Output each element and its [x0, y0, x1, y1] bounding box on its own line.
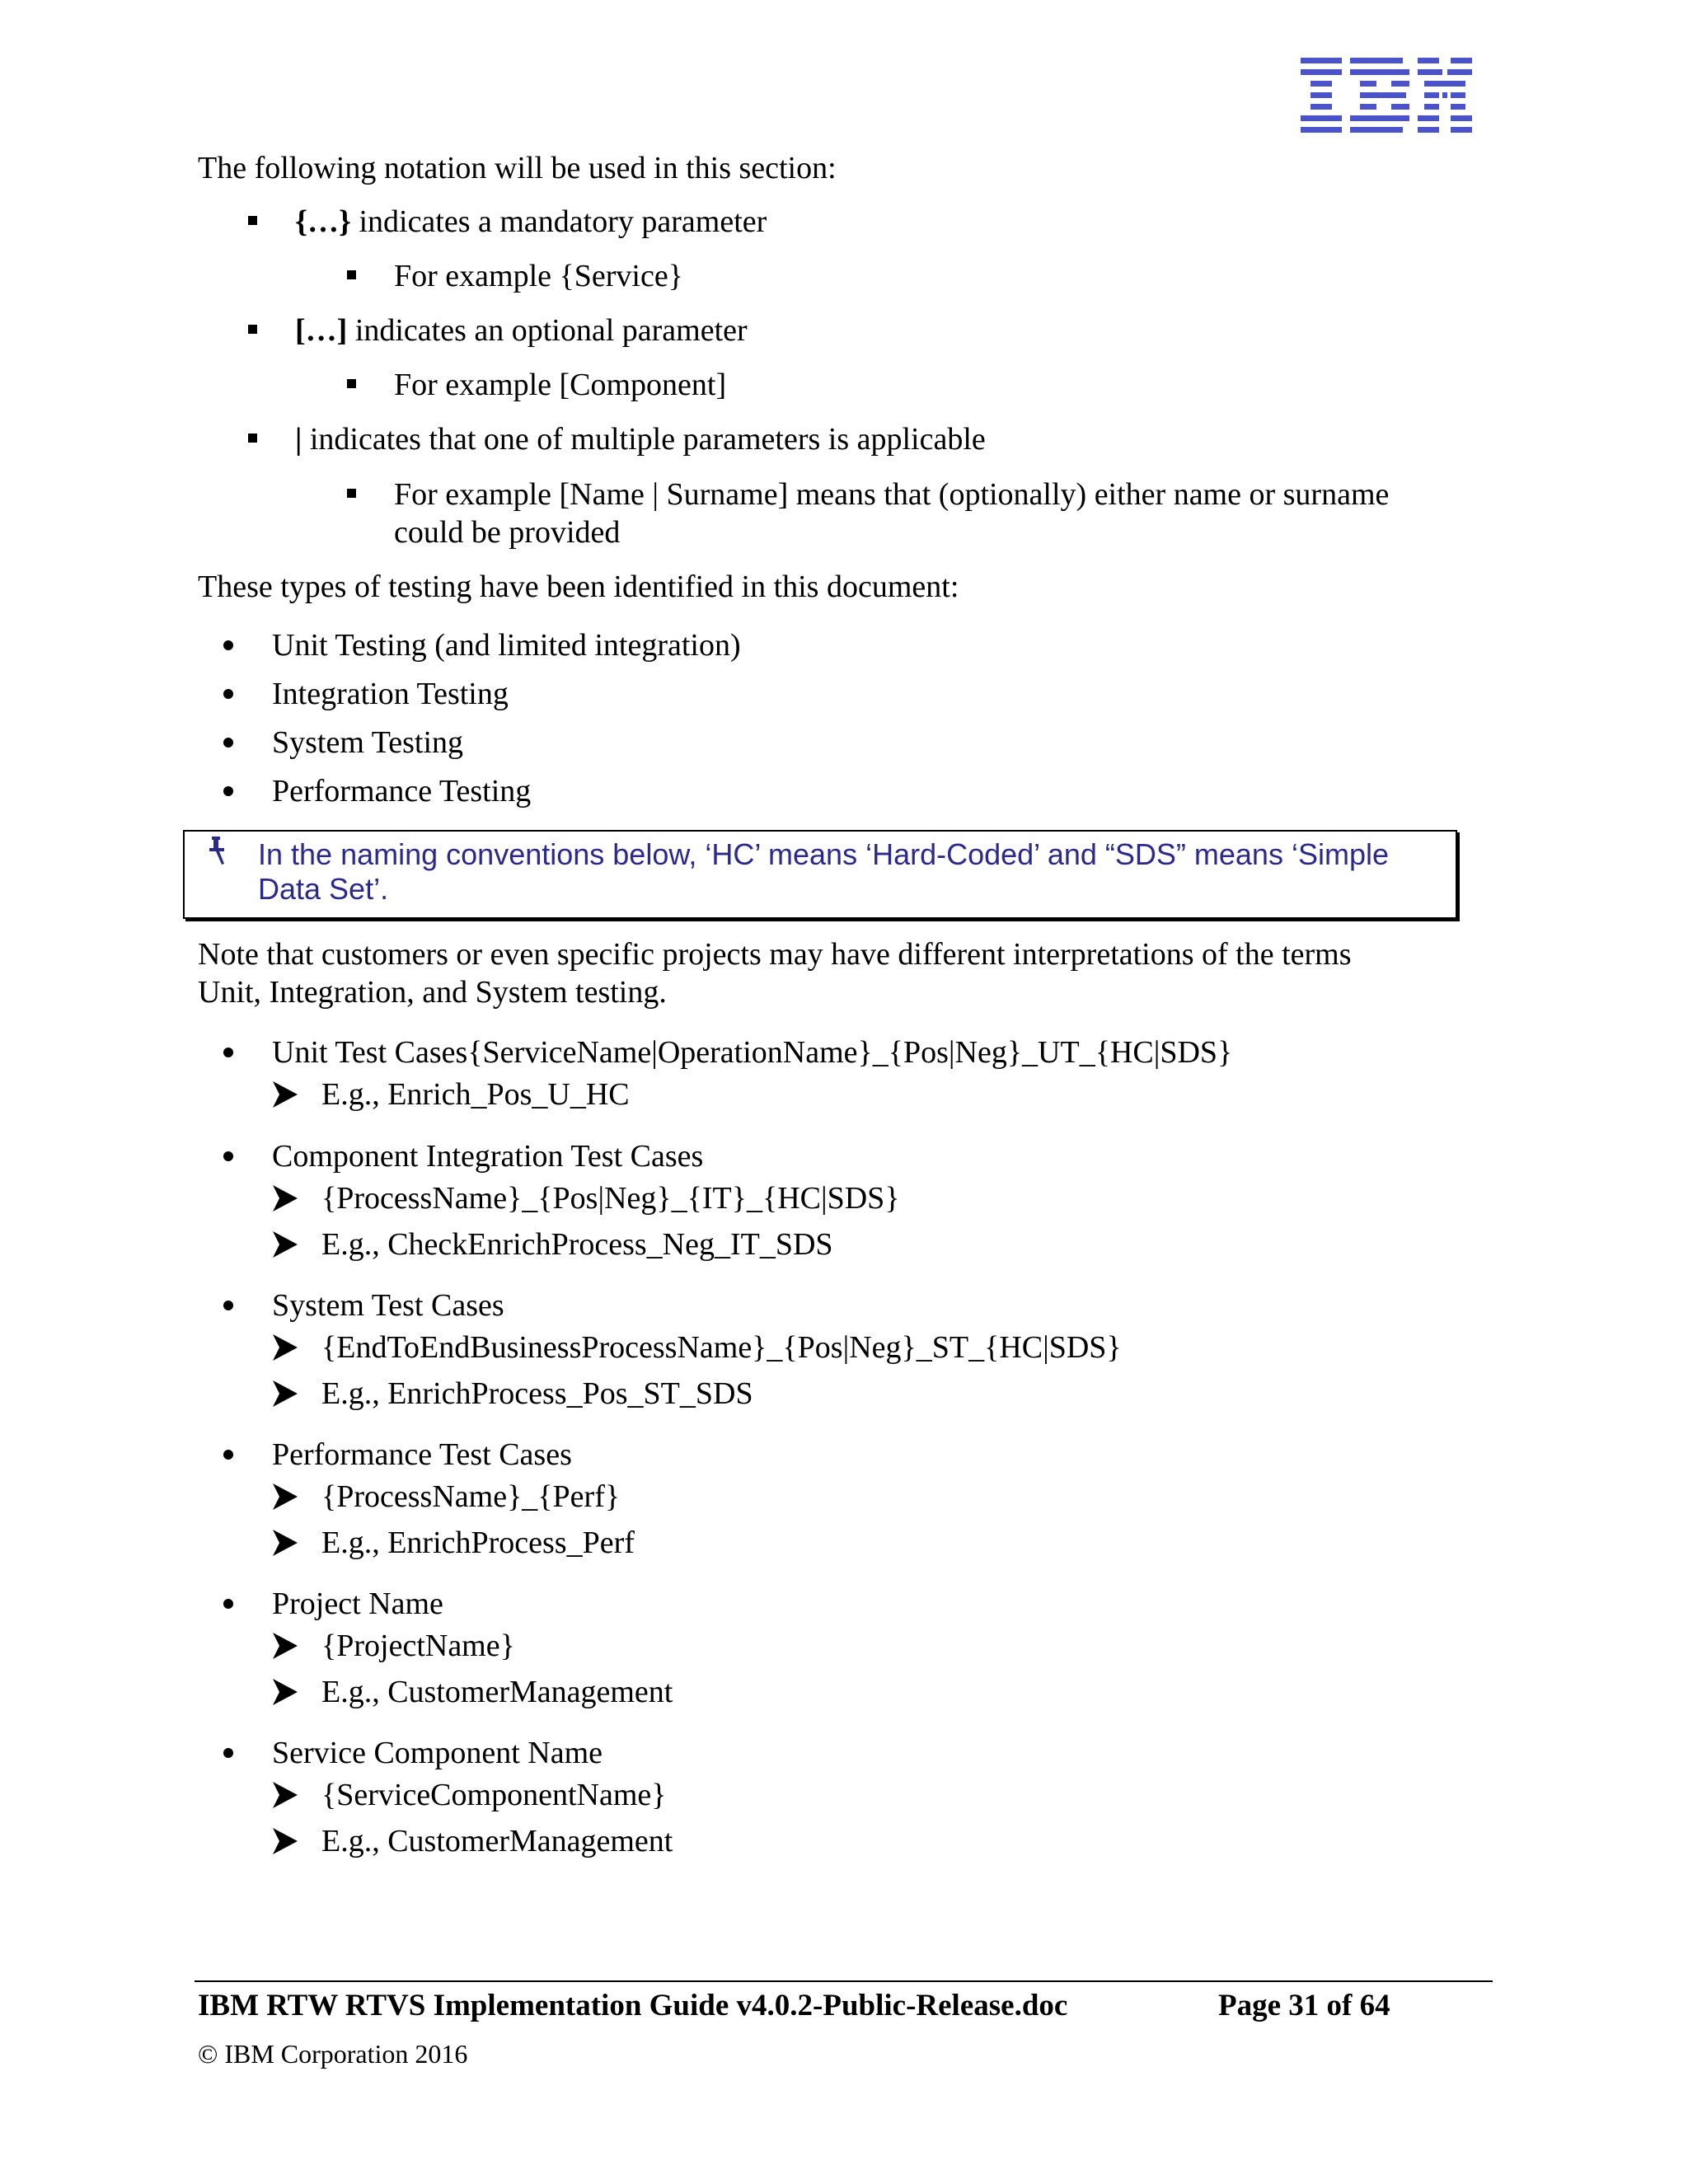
testing-type-item: Integration Testing: [272, 677, 509, 711]
convention-title: Component Integration Test Cases: [272, 1139, 704, 1174]
convention-title: Unit Test Cases{ServiceName|OperationName}_{Pos|Neg}_UT_{HC|SDS}: [272, 1035, 1233, 1070]
arrowhead-bullet-icon: [273, 1081, 298, 1108]
arrowhead-bullet-icon: [273, 1782, 298, 1808]
footer-doc-title: IBM RTW RTVS Implementation Guide v4.0.2-Public-Release.doc: [198, 1989, 1068, 2022]
convention-sub: {ProcessName}_{Perf}: [321, 1479, 621, 1514]
square-bullet-icon: [248, 325, 257, 334]
customers-note-line1: Note that customers or even specific projects may have different interpretations of the terms: [198, 937, 1352, 972]
square-bullet-icon: [347, 379, 356, 388]
square-bullet-icon: [248, 434, 257, 443]
round-bullet-icon: [223, 640, 233, 650]
round-bullet-icon: [223, 1301, 233, 1310]
note-callout-text: In the naming conventions below, ‘HC’ means ‘Hard-Coded’ and “SDS” means ‘Simple Data Set’.: [258, 837, 1389, 906]
arrowhead-bullet-icon: [273, 1828, 298, 1854]
round-bullet-icon: [223, 689, 233, 699]
notation-item-alternative: | indicates that one of multiple parameters is applicable: [295, 422, 986, 457]
footer-page-number: Page 31 of 64: [1218, 1989, 1390, 2022]
notation-example-alternative-line2: could be provided: [394, 515, 621, 550]
arrowhead-bullet-icon: [273, 1530, 298, 1556]
square-bullet-icon: [248, 216, 257, 225]
notation-example-mandatory: For example {Service}: [394, 259, 683, 293]
footer-rule: [195, 1980, 1493, 1982]
svg-text:IBM: IBM: [1301, 56, 1302, 57]
pushpin-icon: [208, 836, 229, 865]
notation-item-mandatory: {…} indicates a mandatory parameter: [295, 204, 767, 239]
convention-sub: {ServiceComponentName}: [321, 1778, 667, 1812]
testing-type-item: Unit Testing (and limited integration): [272, 628, 741, 663]
testing-type-item: System Testing: [272, 725, 464, 760]
convention-sub: E.g., EnrichProcess_Pos_ST_SDS: [321, 1376, 753, 1411]
square-bullet-icon: [347, 270, 356, 279]
notation-intro: The following notation will be used in this section:: [198, 151, 837, 185]
convention-sub: {ProjectName}: [321, 1629, 515, 1663]
testing-types-intro: These types of testing have been identified in this document:: [198, 569, 959, 604]
round-bullet-icon: [223, 1450, 233, 1460]
customers-note-line2: Unit, Integration, and System testing.: [198, 975, 667, 1010]
round-bullet-icon: [223, 1748, 233, 1758]
convention-sub: E.g., CustomerManagement: [321, 1675, 673, 1709]
round-bullet-icon: [223, 1047, 233, 1057]
convention-sub: E.g., EnrichProcess_Perf: [321, 1526, 635, 1560]
convention-title: Service Component Name: [272, 1736, 603, 1770]
arrowhead-bullet-icon: [273, 1185, 298, 1212]
round-bullet-icon: [223, 1599, 233, 1609]
convention-title: Performance Test Cases: [272, 1437, 572, 1472]
notation-example-optional: For example [Component]: [394, 368, 727, 402]
notation-example-alternative-line1: For example [Name | Surname] means that (optionally) either name or surname: [394, 477, 1390, 512]
round-bullet-icon: [223, 1151, 233, 1161]
round-bullet-icon: [223, 738, 233, 748]
convention-sub: E.g., Enrich_Pos_U_HC: [321, 1077, 630, 1112]
notation-item-optional: […] indicates an optional parameter: [295, 313, 748, 348]
convention-sub: E.g., CustomerManagement: [321, 1824, 673, 1858]
arrowhead-bullet-icon: [273, 1231, 298, 1258]
ibm-logo: [1301, 56, 1472, 135]
arrowhead-bullet-icon: [273, 1380, 298, 1407]
arrowhead-bullet-icon: [273, 1679, 298, 1705]
convention-title: System Test Cases: [272, 1288, 504, 1323]
arrowhead-bullet-icon: [273, 1334, 298, 1361]
square-bullet-icon: [347, 489, 356, 498]
convention-sub: E.g., CheckEnrichProcess_Neg_IT_SDS: [321, 1227, 833, 1262]
footer-copyright: © IBM Corporation 2016: [198, 2039, 468, 2069]
round-bullet-icon: [223, 786, 233, 796]
testing-type-item: Performance Testing: [272, 774, 532, 808]
arrowhead-bullet-icon: [273, 1483, 298, 1510]
arrowhead-bullet-icon: [273, 1633, 298, 1659]
convention-sub: {ProcessName}_{Pos|Neg}_{IT}_{HC|SDS}: [321, 1181, 900, 1216]
convention-sub: {EndToEndBusinessProcessName}_{Pos|Neg}_ST_{HC|SDS}: [321, 1330, 1122, 1365]
convention-title: Project Name: [272, 1586, 443, 1621]
